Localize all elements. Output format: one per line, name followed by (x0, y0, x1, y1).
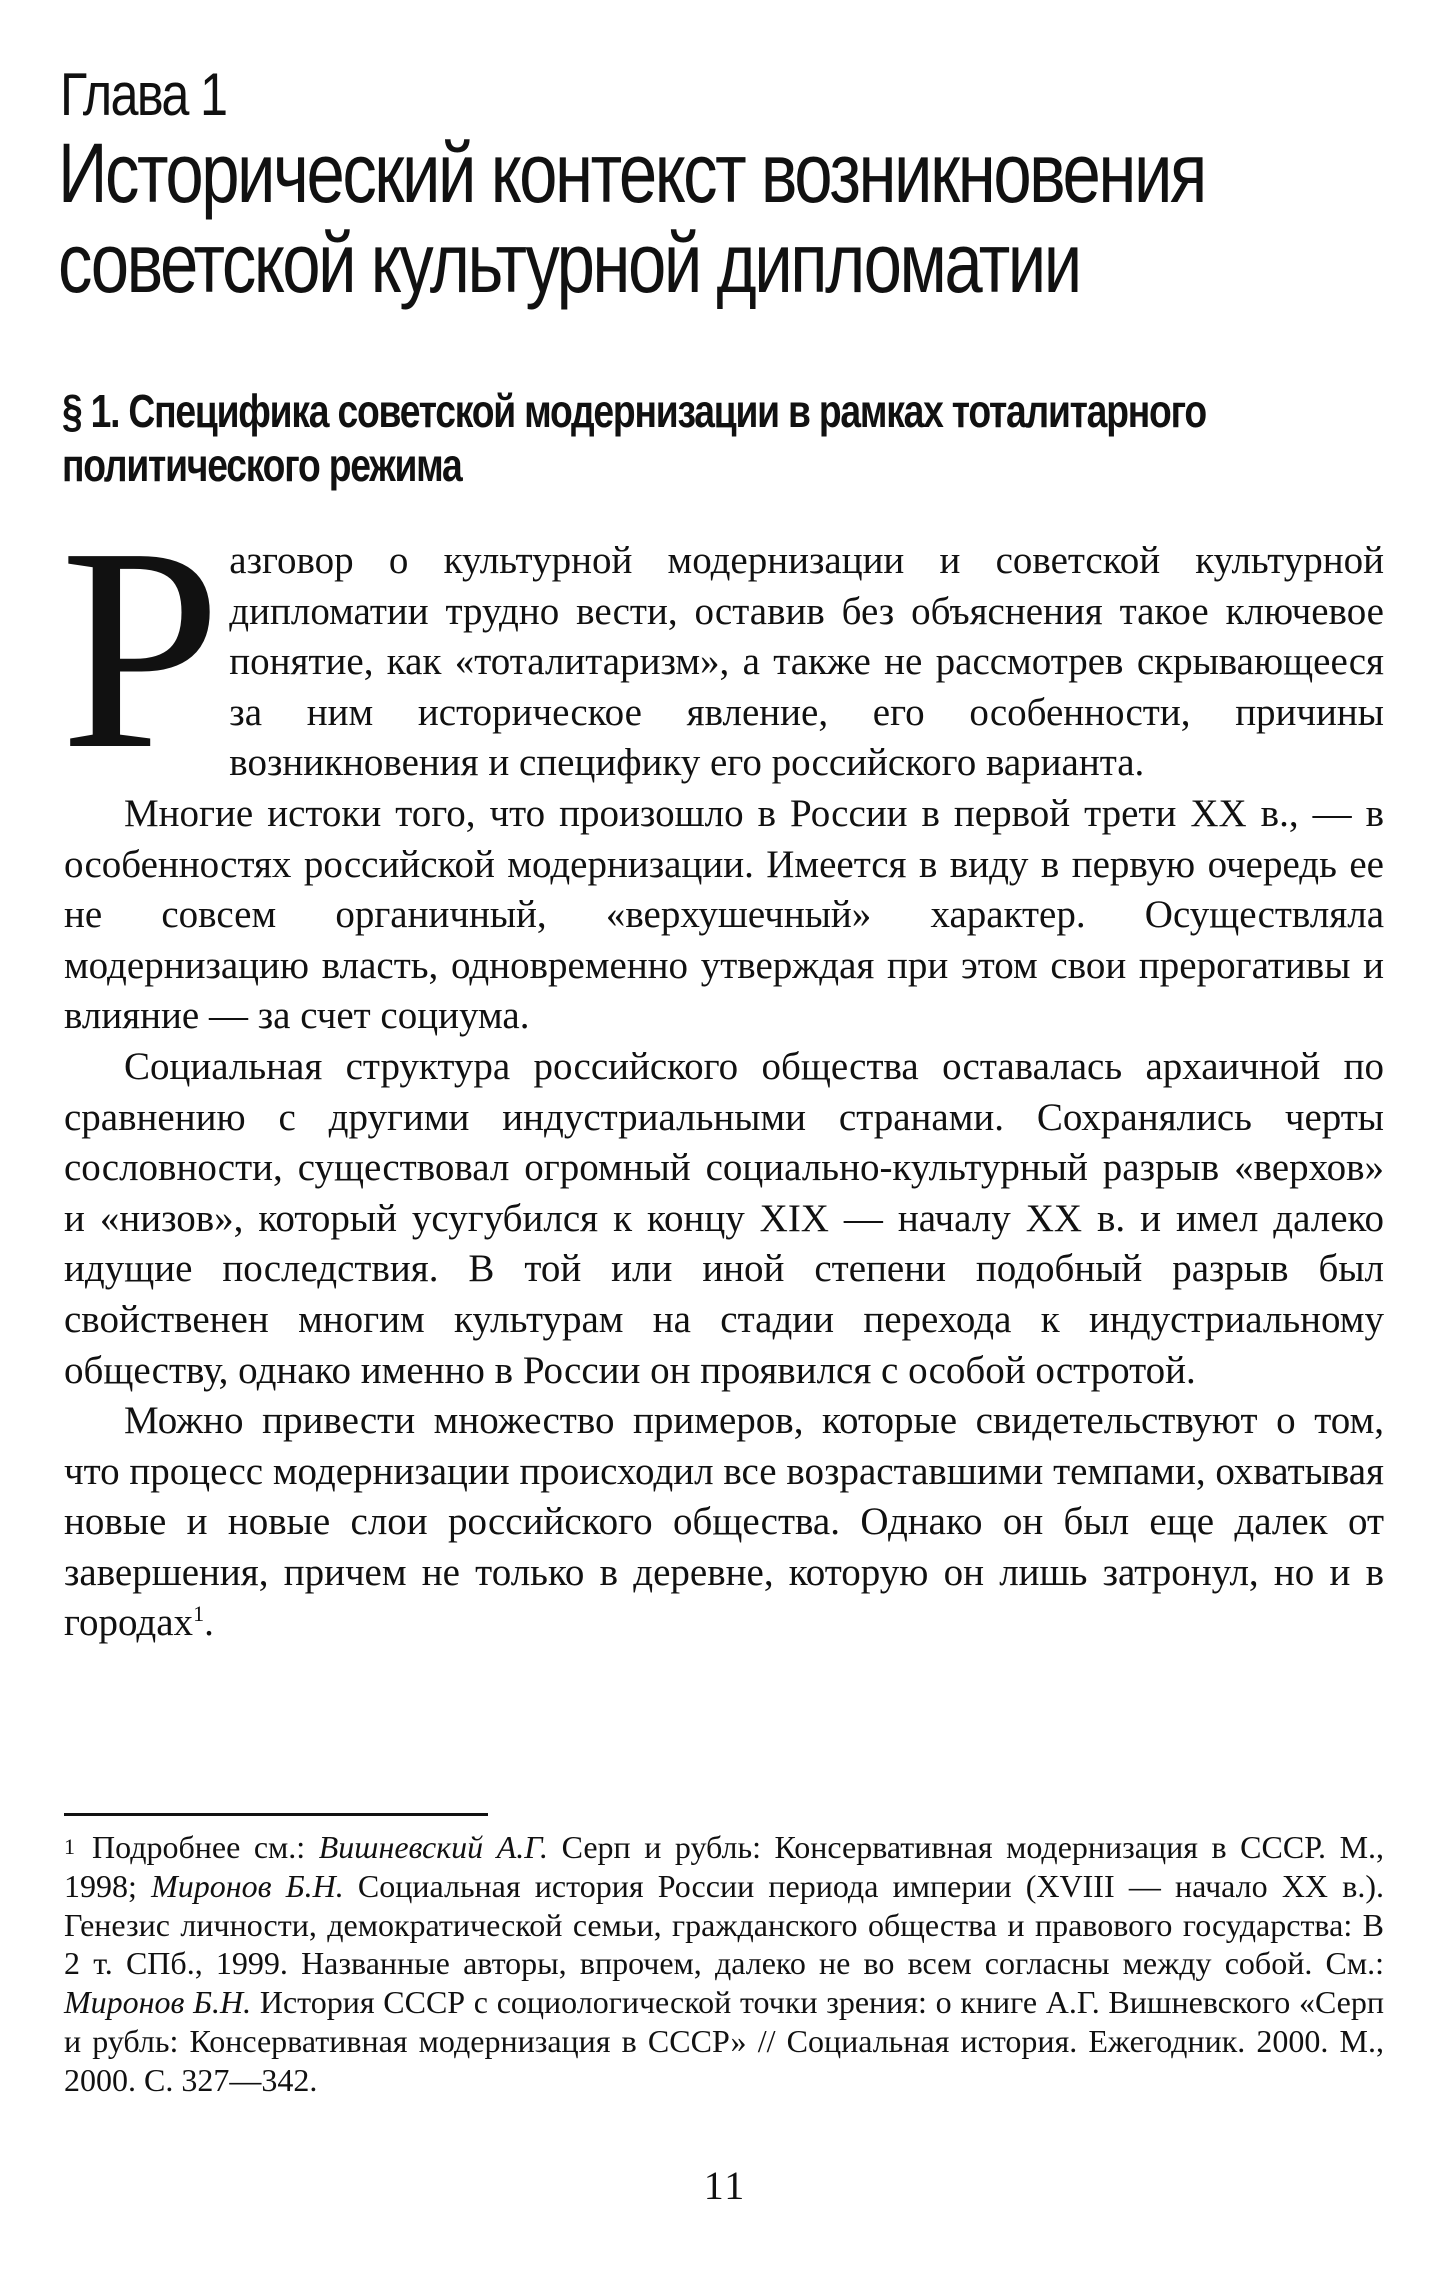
chapter-title (58, 128, 1272, 308)
chapter-title-line: советской культурной дипломатии (58, 216, 1080, 310)
body-text (60, 488, 1384, 1649)
paragraph: Социальная структура российского общества оставалась архаичной по сравнению с другими индустриальными странами. Сохранялись черты сословности, существовал огромный социально-культурный разрыв «верхов» и «низов», который усугубился к концу XIX — началу XX в. и имел далеко идущие последствия. В той или иной степени подобный разрыв был свойственен многим культурам на стадии перехода к индустриальному обществу, однако именно в России он проявился с особой остротой. (64, 1044, 1384, 1392)
footnote-author: Миронов Б.Н. (64, 1984, 252, 2021)
drop-cap: Р (60, 488, 222, 809)
section-heading (62, 384, 1206, 492)
paragraph-text: Можно привести множество примеров, которые свидетельствуют о том, что процесс модернизации происходил все возраставшими темпами, охватывая новые и новые слои российского общества. Однако он был еще далек от завершения, причем не только в деревне, которую он лишь затронул, но и в городах (64, 1399, 1384, 1645)
chapter-title-line: Исторический контекст возникновения (58, 126, 1205, 220)
section-heading-line: политического режима (62, 439, 462, 491)
footnote-segment: Серп и рубль: Консервативная модернизация в СССР. М., 1998; (64, 1829, 1385, 1904)
footnote-segment: История СССР с социологической точки зрения: о книге А.Г. Вишневского «Серп и рубль: Консервативная модернизация в СССР» // Социальная история. Ежегодник. 2000. М., 2000. С. 327—342. (64, 1984, 1385, 2098)
footnote-reference[interactable]: 1 (193, 1601, 205, 1627)
footnote (64, 1828, 1384, 2100)
footnote-segment: Социальная история России периода империи (XVIII — начало XX в.). Генезис личности, демократической семьи, гражданского общества и правового государства: В 2 т. СПб., 1999. Названные авторы, впрочем, далеко не во всем согласны между собой. См.: (64, 1867, 1384, 1982)
footnote-author: Вишневский А.Г. (318, 1829, 549, 1865)
paragraph (64, 1396, 1384, 1649)
footnote-divider (64, 1813, 488, 1816)
paragraph: Многие истоки того, что произошло в России в первой трети XX в., — в особенностях российской модернизации. Имеется в виду в первую очередь ее не совсем органичный, «верхушечный» характер. Осуществляла модернизацию власть, одновременно утверждая при этом свои прерогативы и влияние — за счет социума. (64, 791, 1384, 1038)
section-heading-line: § 1. Специфика советской модернизации в рамках тоталитарного (62, 385, 1206, 437)
paragraph-text: азговор о культурной модернизации и советской культурной дипломатии трудно вести, оставив без объяснения такое ключевое понятие, как «тоталитаризм», а также не рассмотрев скрывающееся за ним историческое явление, его особенности, причины возникновения и специфику его российского варианта. (229, 539, 1384, 785)
page-number: 11 (703, 2163, 747, 2208)
paragraph-end: . (204, 1601, 214, 1645)
footnote-segment: Подробнее см.: (92, 1829, 319, 1865)
footnote-marker: 1 (64, 1834, 75, 1859)
paragraph (60, 488, 1384, 809)
chapter-label: Глава 1 (60, 61, 227, 128)
footnote-author: Миронов Б.Н. (151, 1867, 344, 1904)
footnote-text (64, 1829, 1384, 2098)
